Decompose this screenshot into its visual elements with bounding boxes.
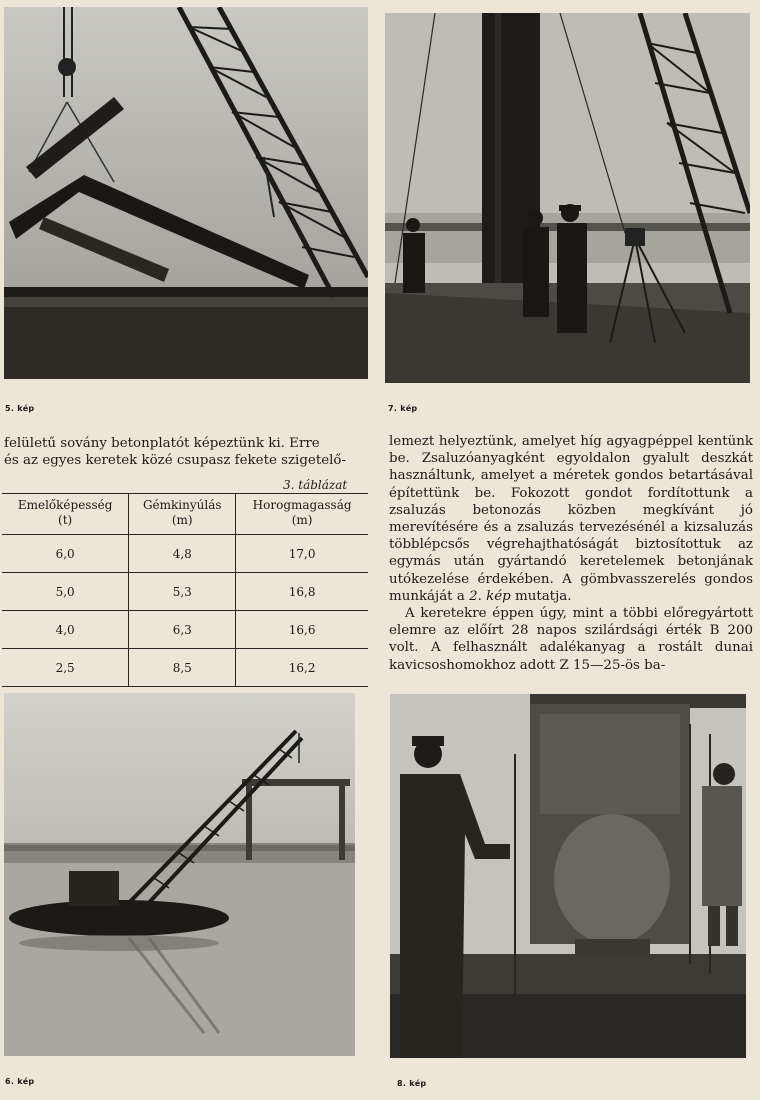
photo-7: [385, 13, 750, 383]
table-cell: 6,0: [55, 546, 75, 561]
table-cell: 4,8: [129, 535, 236, 573]
paragraph: lemezt helyeztünk, amelyet híg agyagpéppel kentünk be. Zsaluzóanyagként egyoldalon gyalult deszkát használtunk, amelyet a méretek gondos betartásával építettünk be. Fokozott gondot fordítottunk a zsaluzás betonozás közben megkívánt jó merevítésére és a zsaluzás tervezésénél a kizsaluzás többlépcsős végrehajthatóságát biztosítottuk az egymás után gyártandó keretelemek betonjának utókezelése érdekében. A gömbvasszerelés gondos munkáját a 2. kép mutatja.: [389, 434, 753, 604]
paragraph: A keretekre éppen úgy, mint a többi előregyártott elemre az előírt 28 napos szilárdsági érték B 200 volt. A felhasznált adalékanyag a rostált dunai kavicsoshomokhoz adott Z 15—25-ös ba-: [389, 606, 753, 673]
text-line: felületű sovány betonplatót képeztünk ki. Erre: [4, 436, 320, 451]
text-line: és az egyes keretek közé csupasz fekete szigetelő-: [4, 453, 347, 469]
crane-capacity-table: [2, 493, 368, 687]
column-header-lifting-capacity: Emelőképesség (t): [2, 494, 129, 535]
caption-photo-5: 5. kép: [5, 404, 35, 413]
table-cell: 5,3: [129, 573, 236, 611]
table-cell: 6,3: [129, 611, 236, 649]
table-row: [2, 649, 368, 687]
photo-5: [4, 7, 368, 379]
caption-photo-8: 8. kép: [397, 1079, 427, 1088]
caption-photo-7: 7. kép: [388, 404, 418, 413]
table-row: [2, 535, 368, 573]
photo-6: [4, 693, 355, 1056]
column-header-hook-height: Horogmagasság (m): [236, 494, 368, 535]
table-cell: 16,2: [236, 649, 368, 687]
table-cell: 5,0: [2, 573, 129, 611]
table-cell: 4,0: [2, 611, 129, 649]
figure-reference: 2. kép: [469, 588, 511, 604]
table-cell: 8,5: [129, 649, 236, 687]
right-column-text: [389, 433, 753, 674]
table-cell: 16,8: [236, 573, 368, 611]
table-cell: 2,5: [2, 649, 129, 687]
caption-photo-6: 6. kép: [5, 1077, 35, 1086]
table-row: [2, 611, 368, 649]
column-header-boom-reach: Gémkinyúlás (m): [129, 494, 236, 535]
table-cell: 16,6: [236, 611, 368, 649]
table-row: [2, 573, 368, 611]
photo-8: [390, 694, 746, 1058]
table-cell: 17,0: [236, 535, 368, 573]
table-title: 3. táblázat: [283, 478, 348, 492]
left-column-text: [4, 435, 368, 469]
